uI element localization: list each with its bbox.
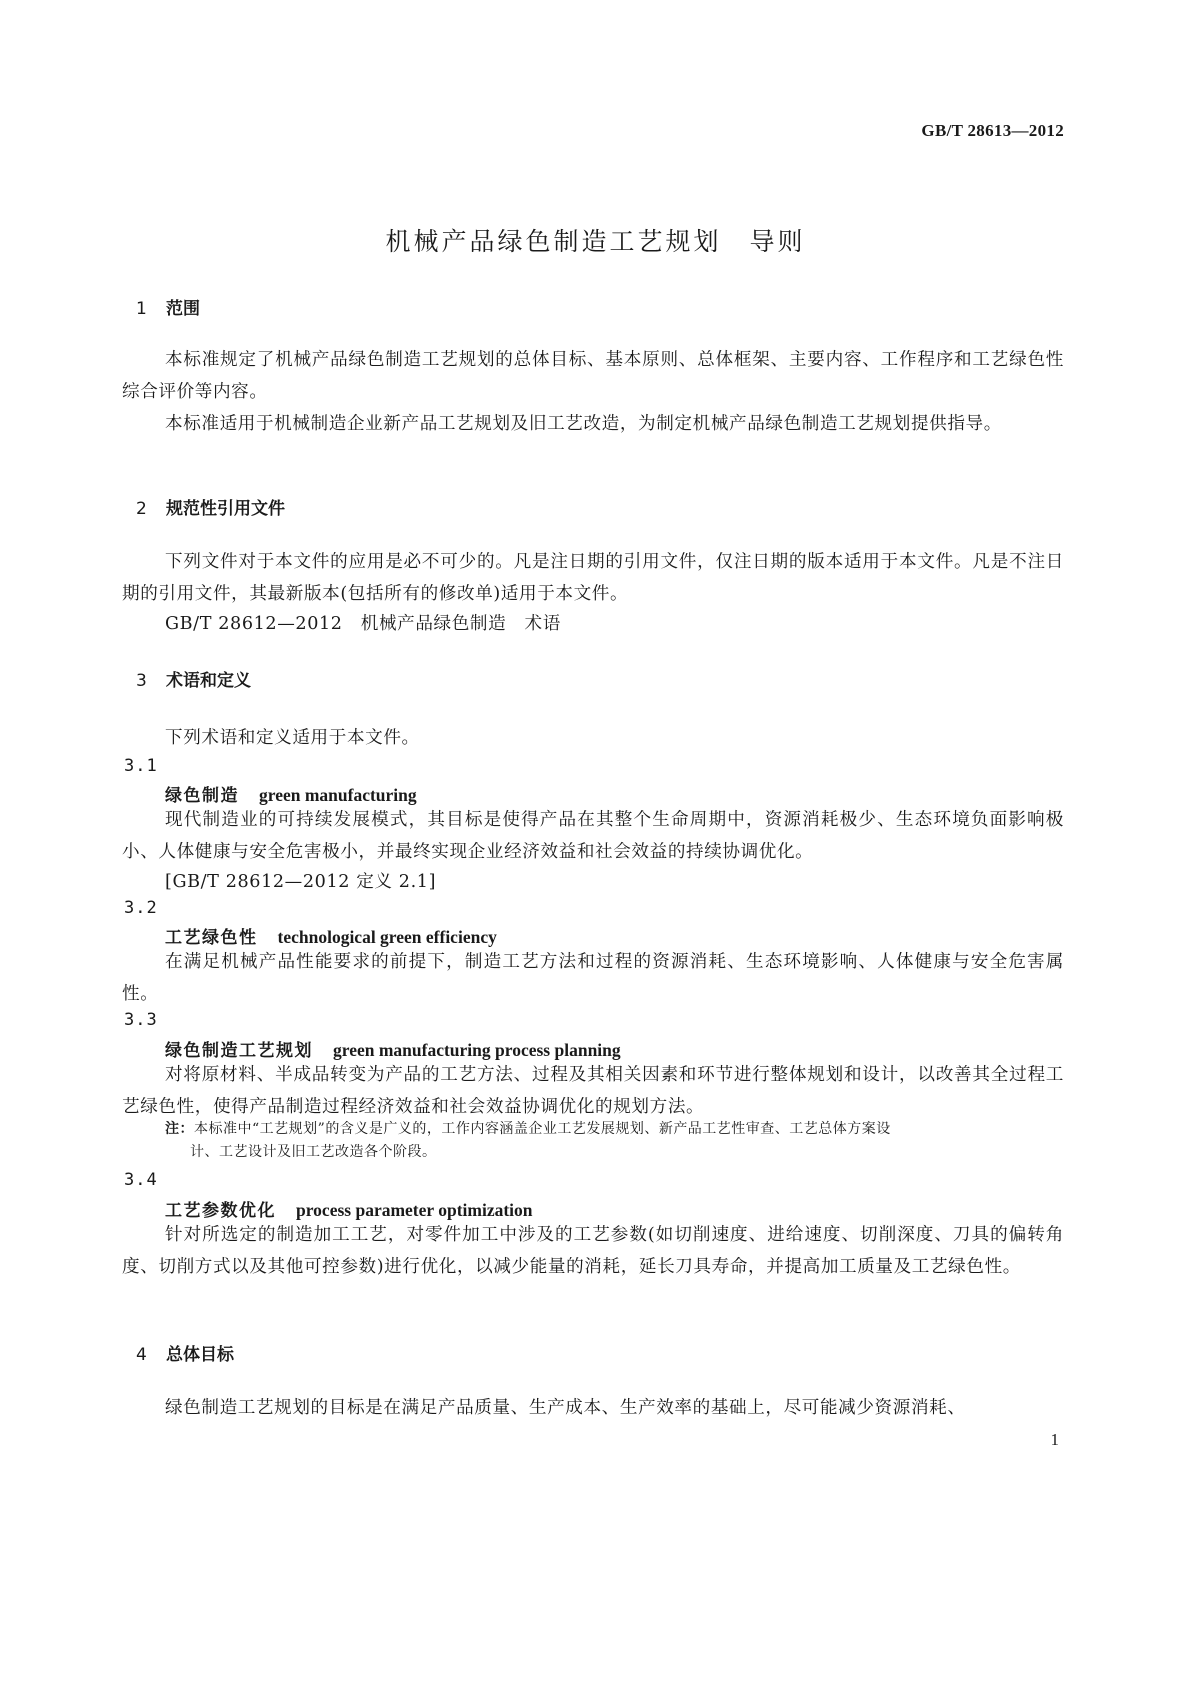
term-en: green manufacturing process planning — [333, 1040, 621, 1060]
term-3-1-number: 3.1 — [124, 756, 158, 776]
term-zh: 绿色制造工艺规划 — [165, 1041, 313, 1061]
term-3-3 — [165, 1036, 621, 1061]
section-2-paragraph-1: 下列文件对于本文件的应用是必不可少的。凡是注日期的引用文件，仅注日期的版本适用于本文件。凡是不注日期的引用文件，其最新版本(包括所有的修改单)适用于本文件。 — [122, 552, 1064, 604]
term-3-3-note — [165, 1117, 1063, 1141]
document-title: 机械产品绿色制造工艺规划 导则 — [385, 227, 806, 256]
term-3-2 — [165, 923, 497, 948]
section-title: 范围 — [166, 299, 200, 319]
term-3-1-source: [GB/T 28612—2012 定义 2.1] — [165, 872, 437, 892]
section-1-heading — [136, 294, 200, 319]
section-3-heading — [136, 666, 251, 691]
term-3-3-definition: 对将原材料、半成品转变为产品的工艺方法、过程及其相关因素和环节进行整体规划和设计，以改善其全过程工艺绿色性，使得产品制造过程经济效益和社会效益协调优化的规划方法。 — [122, 1065, 1064, 1117]
term-3-2-number: 3.2 — [124, 898, 158, 918]
term-3-4-number: 3.4 — [124, 1170, 158, 1190]
term-3-1-definition: 现代制造业的可持续发展模式，其目标是使得产品在其整个生命周期中，资源消耗极少、生态环境负面影响极小、人体健康与安全危害极小，并最终实现企业经济效益和社会效益的持续协调优化。 — [122, 810, 1064, 862]
section-number: 4 — [136, 1345, 147, 1365]
section-title: 术语和定义 — [166, 671, 251, 691]
section-2-heading — [136, 494, 285, 519]
section-number: 2 — [136, 499, 147, 519]
term-3-3-number: 3.3 — [124, 1010, 158, 1030]
section-title: 规范性引用文件 — [166, 499, 285, 519]
section-title: 总体目标 — [166, 1345, 234, 1365]
section-1-paragraph-1: 本标准规定了机械产品绿色制造工艺规划的总体目标、基本原则、总体框架、主要内容、工作程序和工艺绿色性综合评价等内容。 — [122, 350, 1064, 402]
section-number: 1 — [136, 299, 147, 319]
section-3-intro: 下列术语和定义适用于本文件。 — [165, 728, 420, 748]
term-en: process parameter optimization — [296, 1200, 533, 1220]
term-3-3-note-continued: 计、工艺设计及旧工艺改造各个阶段。 — [190, 1144, 437, 1160]
term-zh: 工艺绿色性 — [165, 928, 258, 948]
note-label: 注： — [165, 1121, 194, 1137]
section-1-paragraph-2: 本标准适用于机械制造企业新产品工艺规划及旧工艺改造，为制定机械产品绿色制造工艺规划提供指导。 — [165, 414, 1002, 434]
term-en: technological green efficiency — [277, 927, 497, 947]
term-zh: 工艺参数优化 — [165, 1201, 276, 1221]
term-3-2-definition: 在满足机械产品性能要求的前提下，制造工艺方法和过程的资源消耗、生态环境影响、人体健康与安全危害属性。 — [122, 952, 1064, 1004]
term-en: green manufacturing — [259, 785, 417, 805]
normative-reference: GB/T 28612—2012 机械产品绿色制造 术语 — [165, 614, 561, 634]
section-4-heading — [136, 1340, 234, 1365]
term-3-4-definition: 针对所选定的制造加工工艺，对零件加工中涉及的工艺参数(如切削速度、进给速度、切削深度、刀具的偏转角度、切削方式以及其他可控参数)进行优化，以减少能量的消耗，延长刀具寿命，并提高加工质量及工艺绿色性。 — [122, 1225, 1064, 1277]
page-number: 1 — [1050, 1430, 1059, 1449]
term-zh: 绿色制造 — [165, 786, 239, 806]
term-3-1 — [165, 781, 417, 806]
note-text: 本标准中“工艺规划”的含义是广义的，工作内容涵盖企业工艺发展规划、新产品工艺性审查、工艺总体方案设 — [194, 1121, 891, 1137]
section-4-paragraph-1: 绿色制造工艺规划的目标是在满足产品质量、生产成本、生产效率的基础上，尽可能减少资源消耗、 — [165, 1398, 966, 1418]
section-number: 3 — [136, 671, 147, 691]
term-3-4 — [165, 1196, 533, 1221]
standard-code: GB/T 28613—2012 — [921, 121, 1064, 140]
